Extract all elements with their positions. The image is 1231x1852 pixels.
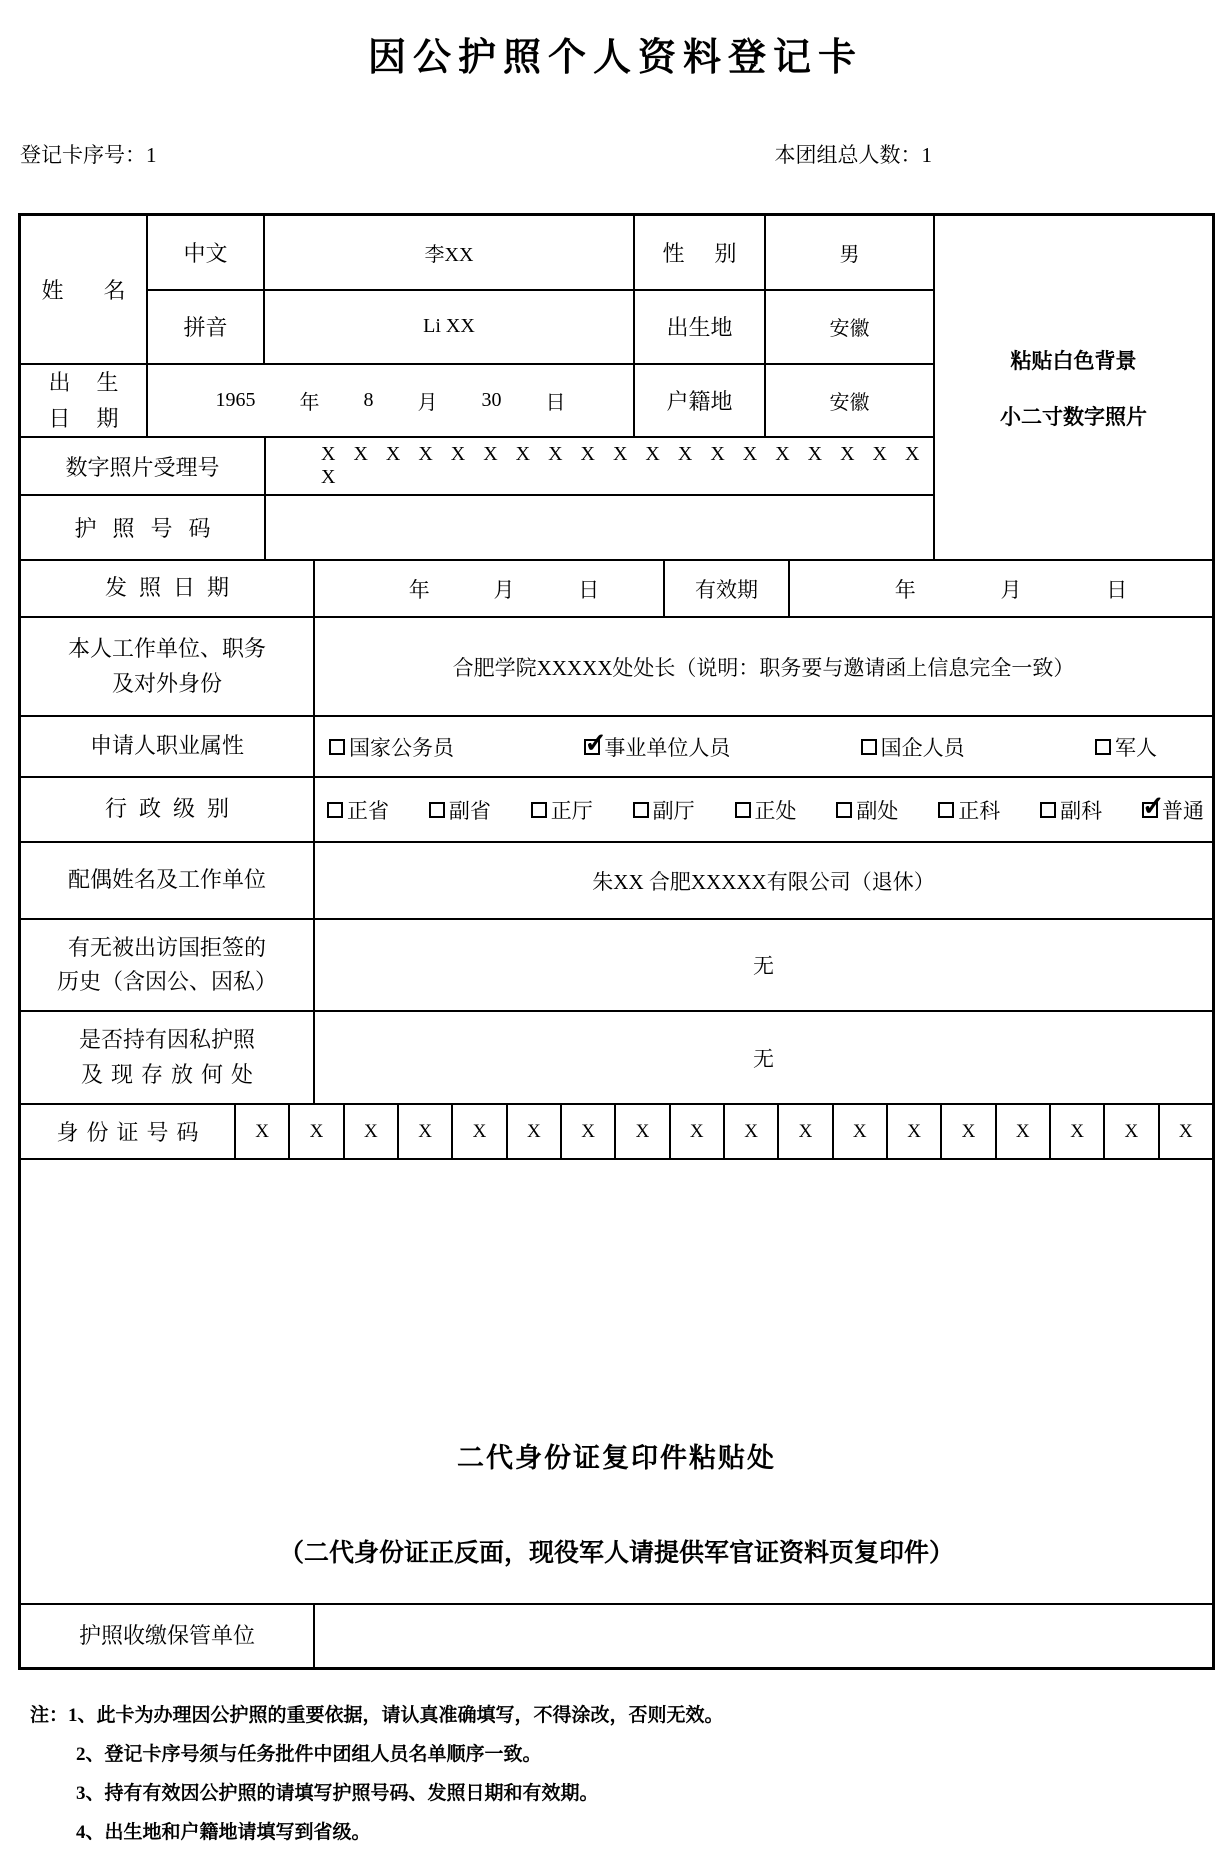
checkbox-icon [429,802,445,818]
day-unit: 日 [1106,577,1128,602]
birth-month: 8 [363,389,374,411]
issue-date-label: 发照日期 [21,561,315,616]
passport-no-label: 护照号码 [21,496,266,559]
pinyin-value: Li XX [265,291,635,364]
month-unit: 月 [1000,577,1022,602]
footnote-line: 注：1、此卡为办理因公护照的重要依据，请认真准确填写，不得涂改，否则无效。 [30,1705,724,1726]
registration-form-table [18,213,1215,1670]
custody-row [21,1605,1212,1667]
gender-label: 性别 [635,216,766,289]
card-serial-value: 1 [146,143,157,167]
section-top-left [21,216,935,559]
rank-option: 正省 [327,795,389,825]
work-unit-value: 合肥学院XXXXX处处长（说明：职务要与邀请函上信息完全一致） [452,655,1075,680]
id-digit-box: X [506,1105,560,1158]
checkbox-icon [861,739,877,755]
id-digit-box: X [397,1105,451,1158]
photo-instruction-line1: 粘贴白色背景 [1010,349,1137,373]
chinese-name-row [148,216,933,291]
rank-option: 正科 [938,795,1000,825]
year-unit: 年 [299,392,320,414]
spouse-row [21,843,1212,920]
visa-refusal-value: 无 [753,954,774,978]
private-passport-row [21,1012,1212,1105]
birth-date-label: 出生 日期 [21,365,148,436]
month-unit: 月 [417,392,438,414]
footnote-line: 3、持有有效因公护照的请填写护照号码、发照日期和有效期。 [76,1783,599,1804]
year-unit: 年 [894,577,916,602]
rank-option: 副省 [429,795,491,825]
month-unit: 月 [493,577,515,602]
rank-option: 正厅 [531,795,593,825]
footnotes [30,1696,1231,1852]
checkbox-icon [938,802,954,818]
checkbox-checked-icon [1142,802,1158,818]
id-digit-box: X [1049,1105,1103,1158]
year-unit: 年 [408,577,430,602]
validity-label: 有效期 [665,561,790,616]
chinese-name-value: 李XX [265,216,635,289]
work-unit-row [21,618,1212,717]
birth-date-row [21,365,933,438]
day-unit: 日 [545,392,566,414]
work-unit-label: 本人工作单位、职务 及对外身份 [21,618,315,715]
rank-option: 正处 [735,795,797,825]
group-total-value: 1 [921,143,932,167]
group-total-label: 本团组总人数： [774,143,922,167]
id-digit-box: X [288,1105,342,1158]
id-digit-box: X [1158,1105,1212,1158]
id-digit-boxes [236,1105,1212,1158]
checkbox-icon [633,802,649,818]
household-value: 安徽 [829,392,870,414]
section-top [21,216,1212,561]
id-digit-box: X [940,1105,994,1158]
private-passport-value: 无 [753,1046,774,1071]
footnote-line: 4、出生地和户籍地请填写到省级。 [76,1822,371,1843]
footnote-line: 2、登记卡序号须与任务批件中团组人员名单顺序一致。 [76,1744,542,1765]
gender-value: 男 [839,243,860,266]
validity-value [790,561,1212,616]
chinese-name-label: 中文 [148,216,265,289]
rank-option: 副科 [1040,795,1102,825]
occupation-option: ✓ 事业单位人员 [584,732,730,762]
birth-day: 30 [481,389,502,411]
spouse-label: 配偶姓名及工作单位 [21,843,315,918]
name-label: 姓名 [21,216,148,363]
id-digit-box: X [886,1105,940,1158]
occupation-row [21,717,1212,778]
serial-row [20,139,932,169]
id-digit-box: X [777,1105,831,1158]
checkbox-icon [1095,739,1111,755]
digital-photo-no-row [21,438,933,496]
checkbox-icon [531,802,547,818]
id-digit-box: X [451,1105,505,1158]
card-serial-label: 登记卡序号： [20,143,146,167]
pinyin-label: 拼音 [148,291,265,364]
issue-date-value [315,561,665,616]
occupation-option: 军人 [1095,732,1157,762]
digital-photo-no-label: 数字照片受理号 [21,438,266,494]
rank-option: ✓ 普通 [1142,795,1204,825]
id-digit-box: X [723,1105,777,1158]
occupation-option: 国家公务员 [329,732,454,762]
spouse-value: 朱XX 合肥XXXXX有限公司（退休） [592,869,935,894]
id-copy-paste-title: 二代身份证复印件粘贴处 [457,1443,776,1473]
passport-no-value [266,496,933,559]
digital-photo-no-value: X X X X X X X X X X X X X X X X X X X X [321,443,920,488]
checkbox-checked-icon [584,739,600,755]
occupation-option: 国企人员 [861,732,965,762]
id-digit-box: X [995,1105,1049,1158]
checkbox-icon [836,802,852,818]
id-number-row [21,1105,1212,1160]
checkbox-icon [735,802,751,818]
id-copy-paste-note: （二代身份证正反面，现役军人请提供军官证资料页复印件） [278,1539,954,1567]
group-total [775,139,933,169]
page-title: 因公护照个人资料登记卡 [367,37,863,79]
birthplace-value: 安徽 [829,318,870,341]
birthplace-label: 出生地 [635,291,766,364]
name-block [21,216,933,365]
visa-refusal-row [21,920,1212,1012]
id-digit-box: X [1103,1105,1157,1158]
rank-option: 副处 [836,795,898,825]
id-digit-box: X [832,1105,886,1158]
private-passport-label: 是否持有因私护照 及现存放何处 [21,1012,315,1103]
occupation-options [315,717,1212,776]
visa-refusal-label: 有无被出访国拒签的 历史（含因公、因私） [21,920,315,1010]
footnote-prefix: 注： [30,1705,69,1726]
rank-label: 行政级别 [21,778,315,841]
occupation-label: 申请人职业属性 [21,717,315,776]
checkbox-icon [1040,802,1056,818]
card-serial [20,139,157,169]
household-label: 户籍地 [635,365,766,436]
id-copy-paste-area [21,1160,1212,1605]
id-digit-box: X [669,1105,723,1158]
id-digit-box: X [614,1105,668,1158]
checkbox-icon [329,739,345,755]
checkbox-icon [327,802,343,818]
day-unit: 日 [578,577,600,602]
custody-value [315,1605,1212,1667]
custody-label: 护照收缴保管单位 [21,1605,315,1667]
passport-no-row [21,496,933,559]
id-digit-box: X [255,1120,270,1142]
rank-row [21,778,1212,843]
id-digit-box: X [560,1105,614,1158]
name-rows [148,216,933,363]
id-number-label: 身份证号码 [21,1105,236,1158]
birth-date-value [148,365,635,436]
birth-year: 1965 [215,389,256,411]
issue-date-row [21,561,1212,618]
rank-option: 副厅 [633,795,695,825]
id-digit-box: X [343,1105,397,1158]
photo-instruction-line2: 小二寸数字照片 [1000,405,1147,429]
pinyin-name-row [148,291,933,364]
rank-options [315,778,1212,841]
photo-paste-area [935,216,1212,559]
